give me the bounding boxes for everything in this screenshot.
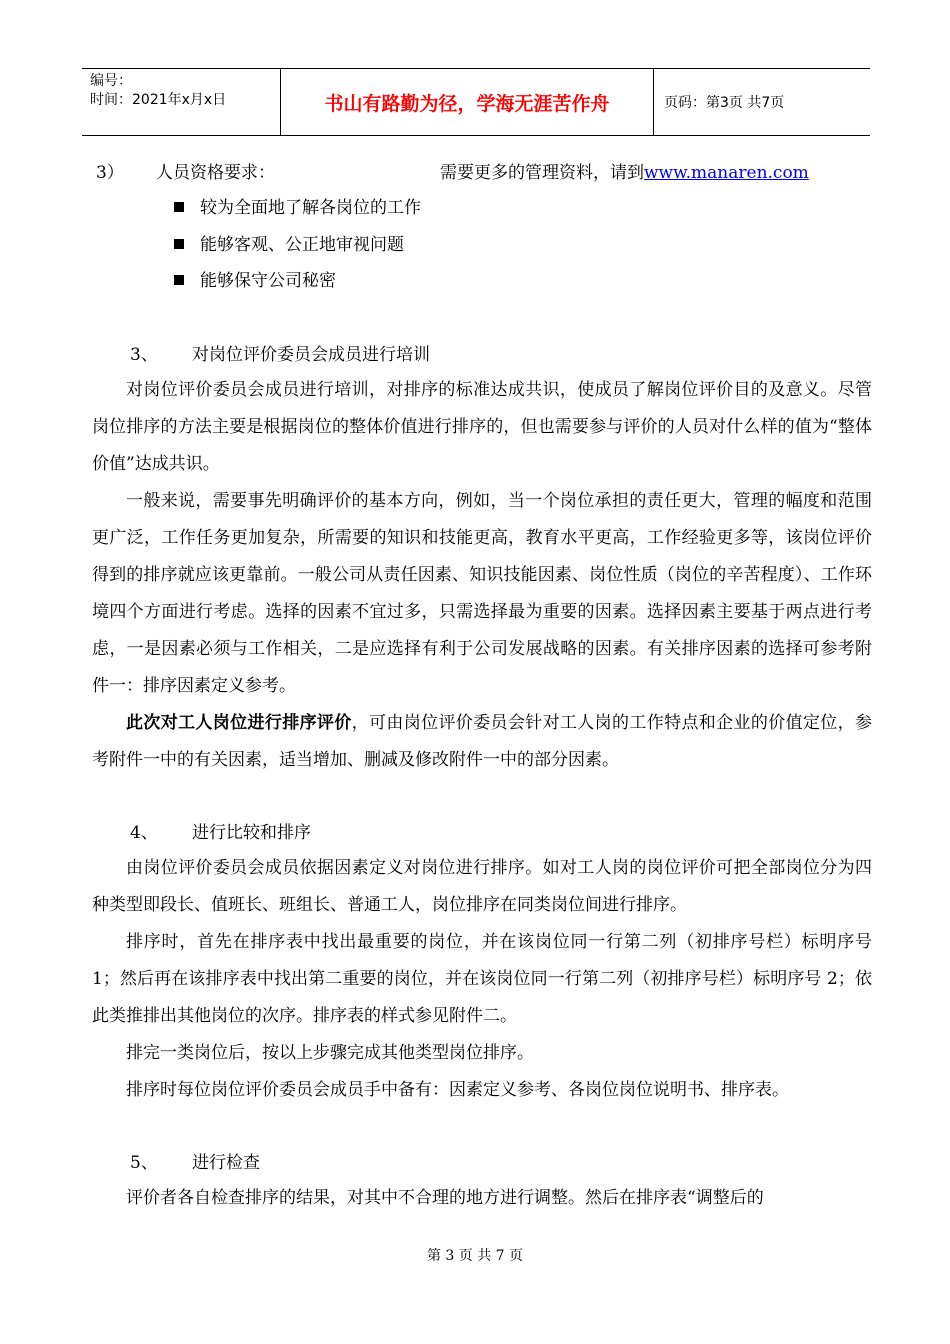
paragraph: 评价者各自检查排序的结果，对其中不合理的地方进行调整。然后在排序表“调整后的 <box>126 1188 764 1208</box>
square-bullet-icon <box>174 275 184 285</box>
promo-link[interactable]: www.manaren.com <box>644 163 809 183</box>
promo-line <box>440 162 809 184</box>
paragraph: 此次对工人岗位进行排序评价，可由岗位评价委员会针对工人岗的工作特点和企业的价值定位，参考附件一中的有关因素，适当增加、删减及修改附件一中的部分因素。 <box>92 713 873 770</box>
section-number: 3、 <box>130 345 158 365</box>
subsection-title: 人员资格要求： <box>156 163 275 183</box>
paragraph: 排完一类岗位后，按以上步骤完成其他类型岗位排序。 <box>126 1043 534 1063</box>
number-label: 编号： <box>90 73 132 89</box>
section-title: 对岗位评价委员会成员进行培训 <box>192 345 430 365</box>
header-page-label: 页码：第3页 共7页 <box>664 95 785 111</box>
section-number: 5、 <box>130 1153 158 1173</box>
list-item: 能够客观、公正地审视问题 <box>174 234 404 256</box>
paragraph: 对岗位评价委员会成员进行培训，对排序的标准达成共识，使成员了解岗位评价目的及意义。尽管岗位排序的方法主要是根据岗位的整体价值进行排序的，但也需要参与评价的人员对什么样的值为“整体价值”达成共识。 <box>92 380 872 474</box>
section-title: 进行比较和排序 <box>192 823 311 843</box>
header-meta <box>82 69 281 135</box>
list-item: 较为全面地了解各岗位的工作 <box>174 197 421 219</box>
page-footer: 第 3 页 共 7 页 <box>426 1248 524 1264</box>
page-header <box>82 68 870 136</box>
section-title: 进行检查 <box>192 1153 260 1173</box>
bold-phrase: 此次对工人岗位进行排序评价 <box>126 713 352 733</box>
subsection-number: 3） <box>96 163 124 183</box>
paragraph: 排序时，首先在排序表中找出最重要的岗位，并在该岗位同一行第二列（初排序号栏）标明序号 1；然后再在该排序表中找出第二重要的岗位，并在该岗位同一行第二列（初排序号栏）标明序号 2；依此类推排出其他岗位的次序。排序表的样式参见附件二。 <box>92 932 872 1026</box>
paragraph: 一般来说，需要事先明确评价的基本方向，例如，当一个岗位承担的责任更大，管理的幅度和范围更广泛，工作任务更加复杂，所需要的知识和技能更高，教育水平更高，工作经验更多等，该岗位评价得到的排序就应该更靠前。一般公司从责任因素、知识技能因素、岗位性质（岗位的辛苦程度）、工作环境四个方面进行考虑。选择的因素不宜过多，只需选择最为重要的因素。选择因素主要基于两点进行考虑，一是因素必须与工作相关，二是应选择有利于公司发展战略的因素。有关排序因素的选择可参考附件一：排序因素定义参考。 <box>92 491 872 696</box>
time-label: 时间：2021年x月x日 <box>90 92 227 108</box>
section-number: 4、 <box>130 823 158 843</box>
list-item: 能够保守公司秘密 <box>174 270 336 292</box>
square-bullet-icon <box>174 239 184 249</box>
paragraph: 由岗位评价委员会成员依据因素定义对岗位进行排序。如对工人岗的岗位评价可把全部岗位分为四种类型即段长、值班长、班组长、普通工人，岗位排序在同类岗位间进行排序。 <box>92 858 872 915</box>
square-bullet-icon <box>174 202 184 212</box>
promo-text: 需要更多的管理资料，请到 <box>440 163 644 183</box>
header-motto: 书山有路勤为径，学海无涯苦作舟 <box>281 69 654 135</box>
paragraph: 排序时每位岗位评价委员会成员手中备有：因素定义参考、各岗位岗位说明书、排序表。 <box>126 1080 789 1100</box>
